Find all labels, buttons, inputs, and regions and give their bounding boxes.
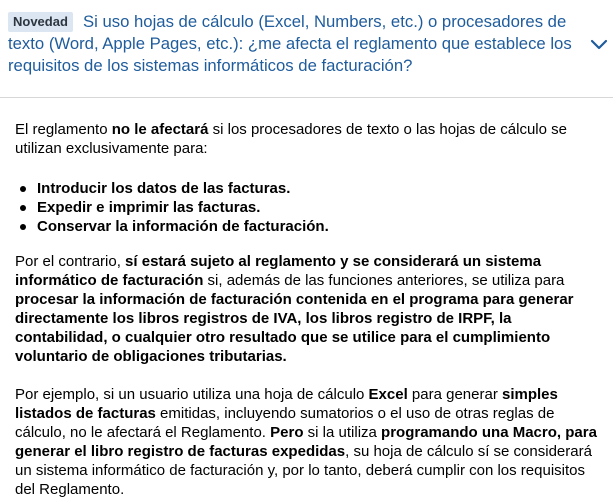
bullet-dot (20, 224, 26, 230)
answer-p2-text-a: Por el contrario, (15, 253, 126, 270)
faq-question-header[interactable] (0, 0, 613, 98)
list-item (37, 198, 607, 217)
answer-p1-text-a: El reglamento (15, 121, 112, 138)
list-item-text: Conservar la información de facturación. (37, 218, 329, 235)
faq-question-text[interactable] (8, 11, 578, 77)
chevron-down-icon[interactable] (590, 38, 608, 52)
answer-p3-bold-f: Pero (270, 424, 304, 441)
answer-paragraph-1 (15, 120, 607, 158)
answer-p3-text-g: si la utiliza (303, 424, 382, 441)
answer-p3-bold-h: programando una Macro, para generar el libro registro de facturas expedidas (15, 424, 597, 460)
answer-paragraph-2 (15, 252, 607, 366)
faq-question-label[interactable]: Si uso hojas de cálculo (Excel, Numbers, etc.) o procesadores de texto (Word, Apple Pages, etc.): ¿me afecta el reglamento que establece los requisitos de los sistemas informáticos de facturación? (8, 12, 572, 75)
answer-p2-bold-b: sí estará sujeto al reglamento y se considerará un sistema informático de facturación (15, 253, 542, 289)
bullet-dot (20, 186, 26, 192)
new-badge: Novedad (8, 12, 73, 32)
list-item-text: Expedir e imprimir las facturas. (37, 199, 261, 216)
list-item-text: Introducir los datos de las facturas. (37, 180, 291, 197)
answer-p3-text-a: Por ejemplo, si un usuario utiliza una hoja de cálculo (15, 386, 369, 403)
list-item (37, 217, 607, 236)
answer-paragraph-3 (15, 385, 607, 499)
answer-p1-text-c: si los procesadores de texto o las hojas de cálculo se utilizan exclusivamente para: (15, 121, 567, 157)
answer-p3-bold-b: Excel (368, 386, 408, 403)
list-item (37, 179, 607, 198)
answer-p3-text-c: para generar (407, 386, 502, 403)
bullet-dot (20, 205, 26, 211)
answer-p3-text-i: , su hoja de cálculo sí se considerará un sistema informático de facturación y, por lo tanto, deberá cumplir con los requisitos del Reglamento. (15, 443, 592, 498)
answer-p3-text-e: emitidas, incluyendo sumatorios o el uso de otras reglas de cálculo, no le afectará el Reglamento. (15, 405, 555, 441)
answer-p2-bold-d: procesar la información de facturación contenida en el programa para generar directamente los libros registros de IVA, los libros registro de IRPF, la contabilidad, o cualquier otro resultado que se utilice para el cumplimiento voluntario de obligaciones tributarias. (15, 291, 574, 365)
answer-p3-bold-d: simples listados de facturas (15, 386, 558, 422)
answer-p1-bold-b: no le afectará (111, 121, 209, 138)
answer-bullet-list (15, 179, 607, 236)
answer-p2-text-c: si, además de las funciones anteriores, se utiliza para (203, 272, 565, 289)
faq-answer (15, 120, 607, 499)
